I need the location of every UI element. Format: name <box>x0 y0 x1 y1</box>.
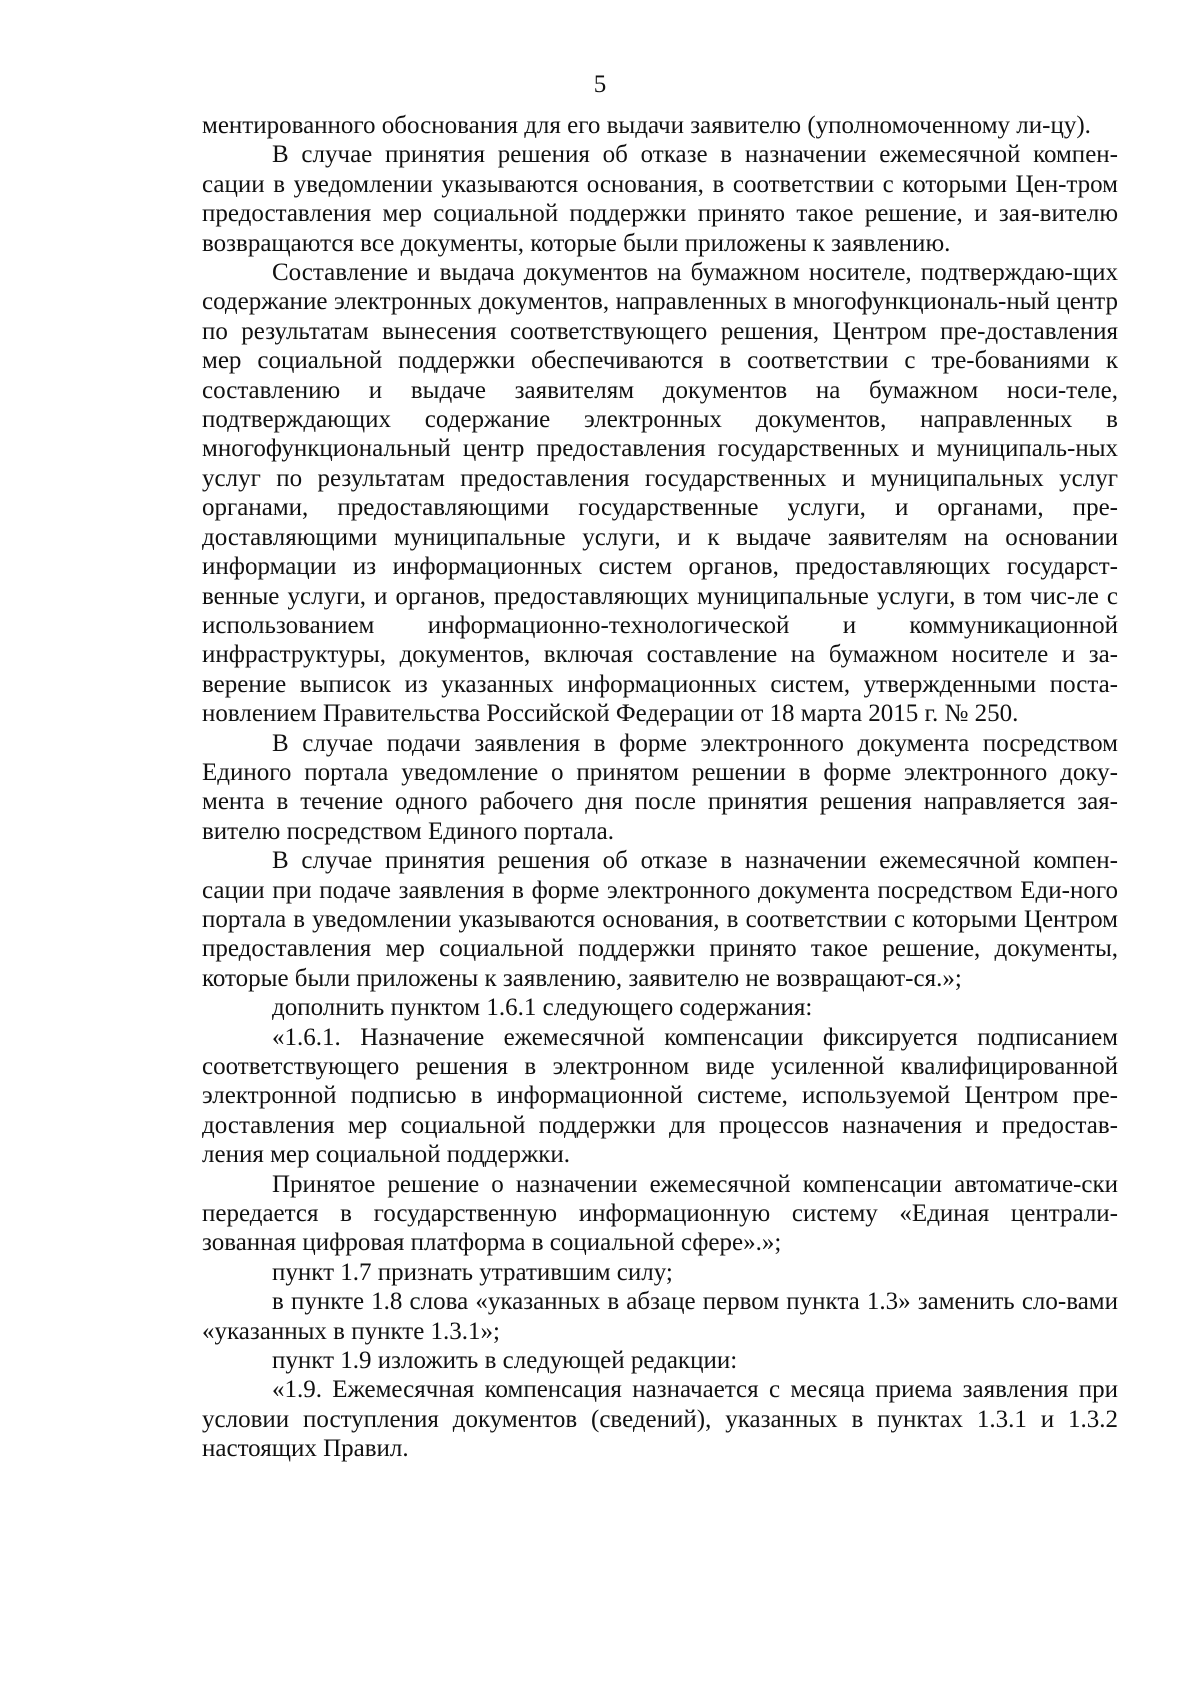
paragraph-point-1-6-1: «1.6.1. Назначение ежемесячной компенсации фиксируется подписанием соответствующего решения в электронном виде усиленной квалифицированной электронной подписью в информационной системе, используемой Центром пре-доставления мер социальной поддержки для процессов назначения и предостав-ления мер социальной поддержки. <box>202 1023 1118 1169</box>
paragraph-point-1-7: пункт 1.7 признать утратившим силу; <box>272 1258 673 1286</box>
paragraph-continuation: ментированного обоснования для его выдачи заявителю (уполномоченному ли-цу). <box>202 112 1091 139</box>
paragraph-decision-transfer: Принятое решение о назначении ежемесячной компенсации автоматиче-ски передается в государственную информационную систему «Единая централи-зованная цифровая платформа в социальной сфере».»; <box>202 1170 1118 1257</box>
paragraph-point-1-8: в пункте 1.8 слова «указанных в абзаце первом пункта 1.3» заменить сло-вами «указанных в пункте 1.3.1»; <box>202 1288 1118 1345</box>
paragraph-electronic-notice: В случае подачи заявления в форме электронного документа посредством Единого портала уведомление о принятом решении в форме электронного доку-мента в течение одного рабочего дня после принятия решения направляется зая-вителю посредством Единого портала. <box>202 729 1118 845</box>
paragraph-add-point-1-6-1: дополнить пунктом 1.6.1 следующего содержания: <box>272 994 813 1022</box>
document-body <box>202 111 1118 1464</box>
page-number: 5 <box>593 71 607 98</box>
paragraph-electronic-refusal: В случае принятия решения об отказе в назначении ежемесячной компен-сации при подаче заявления в форме электронного документа посредством Еди-ного портала в уведомлении указываются основания, в соответствии с которыми Центром предоставления мер социальной поддержки принято такое решение, документы, которые были приложены к заявлению, заявителю не возвращают-ся.»; <box>202 847 1118 992</box>
paragraph-refusal-notice: В случае принятия решения об отказе в назначении ежемесячной компен-сации в уведомлении указываются основания, в соответствии с которыми Цен-тром предоставления мер социальной поддержки принято такое решение, и зая-вителю возвращаются все документы, которые были приложены к заявлению. <box>202 141 1118 257</box>
paragraph-point-1-9-intro: пункт 1.9 изложить в следующей редакции: <box>272 1347 738 1375</box>
paragraph-point-1-9: «1.9. Ежемесячная компенсация назначается с месяца приема заявления при условии поступления документов (сведений), указанных в пунктах 1.3.1 и 1.3.2 настоящих Правил. <box>202 1376 1118 1463</box>
paragraph-paper-documents: Составление и выдача документов на бумажном носителе, подтверждаю-щих содержание электронных документов, направленных в многофункциональ-ный центр по результатам вынесения соответствующего решения, Центром пре-доставления мер социальной поддержки обеспечиваются в соответствии с тре-бованиями к составлению и выдаче заявителям документов на бумажном носи-теле, подтверждающих содержание электронных документов, направленных в многофункциональный центр предоставления государственных и муниципаль-ных услуг по результатам предоставления государственных и муниципальных услуг органами, предоставляющими государственные услуги, и органами, пре-доставляющими муниципальные услуги, и к выдаче заявителям на основании информации из информационных систем органов, предоставляющих государст-венные услуги, и органов, предоставляющих муниципальные услуги, в том чис-ле с использованием информационно-технологической и коммуникационной инфраструктуры, документов, включая составление на бумажном носителе и за-верение выписок из указанных информационных систем, утвержденными поста-новлением Правительства Российской Федерации от 18 марта 2015 г. № 250. <box>202 259 1118 728</box>
